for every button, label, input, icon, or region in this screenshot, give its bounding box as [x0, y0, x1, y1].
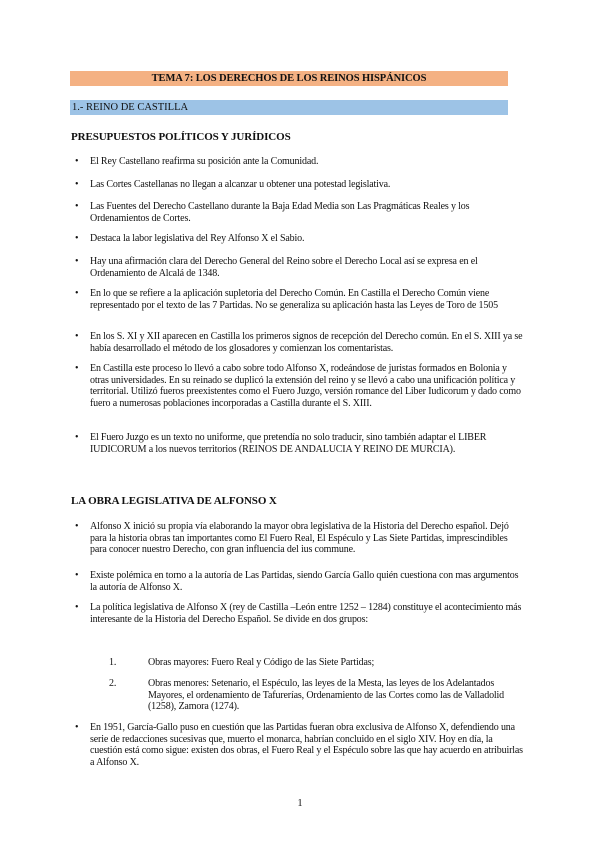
list-item: • En lo que se refiere a la aplicación supletoria del Derecho Común. En Castilla el Derecho Común viene representado por el texto de las 7 Partidas. No se generaliza su aplicación hasta las Leyes de Toro de 1505	[75, 288, 498, 311]
list-item: • Hay una afirmación clara del Derecho General del Reino sobre el Derecho Local así se expresa en el Ordenamiento de Alcalá de 1348.	[75, 256, 478, 279]
list-item: • Existe polémica en torno a la autoría de Las Partidas, siendo García Gallo quién cuestiona con mas argumentos la autoría de Alfonso X.	[75, 570, 519, 593]
section-heading: 1.- REINO DE CASTILLA	[70, 100, 508, 115]
bullet-icon: •	[75, 156, 79, 167]
list-item: • En Castilla este proceso lo llevó a cabo sobre todo Alfonso X, rodeándose de juristas formados en Bolonia y otras universidades. En su reinado se duplicó la extensión del reino y se llevó a cabo una unificación política y territorial. Utilizó fueros preexistentes como el Fuero Juzgo, versión romance del Liber Iudicorum y dado como fuero a numerosas poblaciones incorporadas a Castilla durante el S. XIII.	[75, 363, 521, 409]
list-item: • El Rey Castellano reafirma su posición ante la Comunidad.	[75, 156, 319, 167]
bullet-icon: •	[75, 570, 79, 581]
bullet-icon: •	[75, 363, 79, 374]
document-title: TEMA 7: LOS DERECHOS DE LOS REINOS HISPÁNICOS	[70, 71, 508, 86]
list-item: • Destaca la labor legislativa del Rey Alfonso X el Sabio.	[75, 233, 305, 244]
heading-obra-legislativa: LA OBRA LEGISLATIVA DE ALFONSO X	[71, 495, 277, 507]
heading-presupuestos: PRESUPUESTOS POLÍTICOS Y JURÍDICOS	[71, 131, 291, 143]
bullet-icon: •	[75, 256, 79, 267]
bullet-icon: •	[75, 722, 79, 733]
page-number: 1	[297, 798, 303, 809]
bullet-icon: •	[75, 331, 79, 342]
list-item: • En 1951, García-Gallo puso en cuestión que las Partidas fueran obra exclusiva de Alfonso X, defendiendo una serie de redacciones sucesivas que, muerto el monarca, habrían concluido en el siglo XIV. Hoy en día, la cuestión está como sigue: existen dos obras, el Fuero Real y el Espéculo sobre las que hay acuerdo en atribuirlas a Alfonso X.	[75, 722, 523, 768]
bullet-icon: •	[75, 179, 79, 190]
numbered-item: 1. Obras mayores: Fuero Real y Código de las Siete Partidas;	[109, 657, 375, 668]
bullet-icon: •	[75, 602, 79, 613]
list-item: • En los S. XI y XII aparecen en Castilla los primeros signos de recepción del Derecho común. En el S. XIII ya se había desarrollado el método de los glosadores y comienzan los comentaristas.	[75, 331, 523, 354]
list-item: • El Fuero Juzgo es un texto no uniforme, que pretendía no solo traducir, sino también adaptar el LIBER IUDICORUM a los nuevos territorios (REINOS DE ANDALUCIA Y REINO DE MURCIA).	[75, 432, 487, 455]
bullet-icon: •	[75, 521, 79, 532]
list-item: • La política legislativa de Alfonso X (rey de Castilla –León entre 1252 – 1284) constituye el acontecimiento más interesante de la Historia del Derecho Español. Se divide en dos grupos:	[75, 602, 522, 625]
list-item: • Las Fuentes del Derecho Castellano durante la Baja Edad Media son Las Pragmáticas Reales y los Ordenamientos de Cortes.	[75, 201, 470, 224]
list-item: • Las Cortes Castellanas no llegan a alcanzar u obtener una potestad legislativa.	[75, 179, 391, 190]
bullet-icon: •	[75, 201, 79, 212]
bullet-icon: •	[75, 233, 79, 244]
numbered-item: 2. Obras menores: Setenario, el Espéculo, las leyes de la Mesta, las leyes de los Adelantados Mayores, el ordenamiento de Tafurerías, Ordenamiento de las Cortes como las de Valladolid (1258), Zamora (1274).	[109, 678, 505, 712]
bullet-icon: •	[75, 288, 79, 299]
list-item: • Alfonso X inició su propia vía elaborando la mayor obra legislativa de la Historia del Derecho español. Dejó para la historia obras tan importantes como El Fuero Real, El Espéculo y Las Siete Partidas, imprescindibles para conocer nuestro Derecho, con gran influencia del ius commune.	[75, 521, 509, 555]
bullet-icon: •	[75, 432, 79, 443]
